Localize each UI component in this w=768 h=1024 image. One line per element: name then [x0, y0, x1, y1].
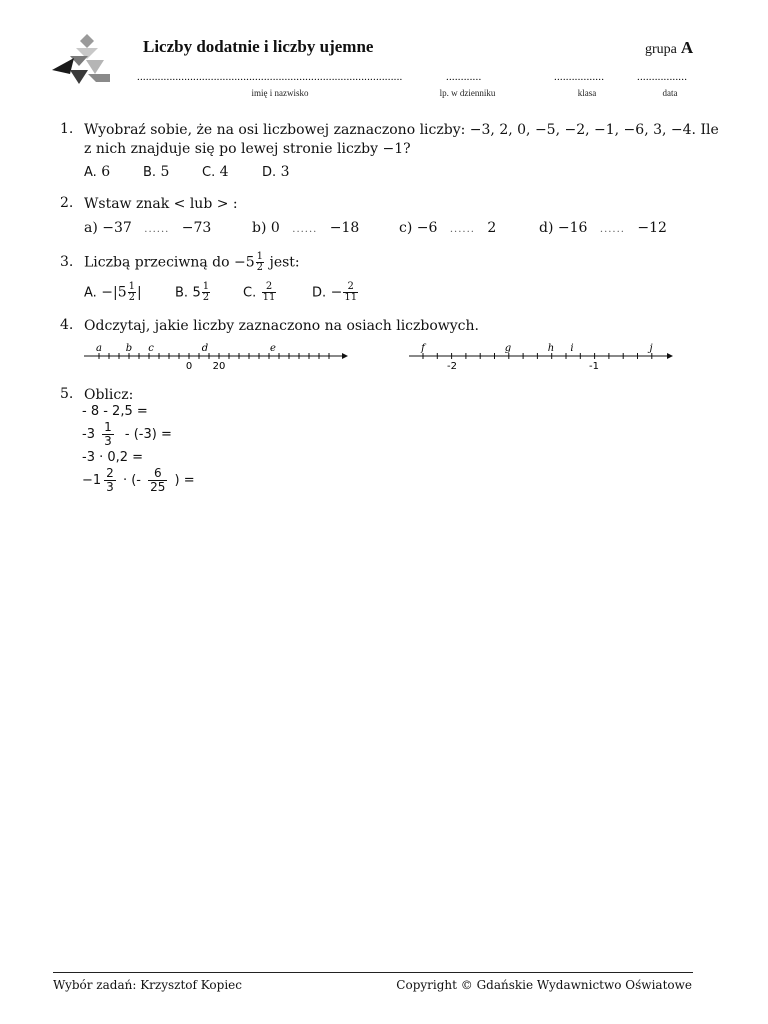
- q5-line-2: -3 $\frac{1}{3}$ - (-3) =: [82, 420, 172, 448]
- axis1-letter-a: a: [96, 343, 102, 354]
- axis1-letter-b: b: [125, 343, 133, 354]
- number-line-2: [405, 338, 673, 374]
- q5-line-4: −1 $\frac{2}{3}$ · (- $\frac{6}{25}$ ) =: [82, 466, 195, 494]
- q1-option-d: D. 3: [262, 164, 290, 180]
- group-letter: A: [680, 38, 694, 57]
- q3-fraction: $\frac{1}{2}$: [256, 251, 264, 273]
- axis2-letter-h: h: [547, 343, 555, 354]
- q2-item-b-blank[interactable]: ......: [292, 224, 318, 235]
- q1-option-b: B. 5: [143, 164, 170, 180]
- axis1-letter-e: e: [270, 343, 276, 354]
- group-indicator: [645, 38, 693, 58]
- q4-number: 4.: [60, 317, 74, 333]
- q1-text-line2: z nich znajduje się po lewej stronie liczby −1?: [84, 141, 411, 157]
- axis2-letter-i: i: [570, 343, 574, 354]
- q5-text: Oblicz:: [84, 387, 134, 403]
- q3-option-d: D. − $\frac{2}{11}$: [312, 281, 358, 303]
- data-field-label: data: [662, 88, 678, 98]
- q1-option-c: C. 4: [202, 164, 229, 180]
- q2-item-d: d) −16 ...... −12: [539, 220, 667, 236]
- group-label: grupa: [645, 42, 677, 57]
- klasa-field-label: klasa: [577, 88, 597, 98]
- name-field-label: imię i nazwisko: [251, 88, 309, 98]
- q2-item-a-blank[interactable]: ......: [144, 224, 170, 235]
- q5-line-1: - 8 - 2,5 =: [82, 404, 148, 419]
- klasa-field-dots: .................: [554, 71, 605, 83]
- q1-text-line1: Wyobraź sobie, że na osi liczbowej zaznaczono liczby: −3, 2, 0, −5, −2, −1, −6, 3, −4. Ile: [84, 122, 719, 138]
- lp-field-label: lp. w dzienniku: [439, 88, 496, 98]
- footer-author: Wybór zadań: Krzysztof Kopiec: [53, 978, 242, 992]
- q1-number: 1.: [60, 121, 74, 137]
- footer-divider: [53, 972, 693, 973]
- q3-option-a: A. −|5 $\frac{1}{2}$ |: [84, 281, 142, 303]
- footer-copyright: Copyright © Gdańskie Wydawnictwo Oświatowe: [396, 978, 692, 992]
- number-line-1: [80, 338, 348, 374]
- axis1-letter-d: d: [201, 343, 209, 354]
- tangram-logo: [48, 34, 114, 88]
- lp-field-dots: ............: [446, 71, 482, 83]
- q2-number: 2.: [60, 195, 74, 211]
- q3-option-b: B. 5 $\frac{1}{2}$: [175, 281, 210, 303]
- q3-text: Liczbą przeciwną do −5 $\frac{1}{2}$ jest:: [84, 251, 300, 273]
- axis2-letter-f: f: [421, 343, 425, 354]
- q2-item-b: b) 0 ...... −18: [252, 220, 360, 236]
- axis1-tick-0: 0: [185, 361, 193, 372]
- page-title: Liczby dodatnie i liczby ujemne: [143, 37, 374, 56]
- axis2-tick-minus2: -2: [447, 361, 457, 372]
- q2-item-c: c) −6 ...... 2: [399, 220, 497, 236]
- q2-item-a: a) −37 ...... −73: [84, 220, 212, 236]
- q5-line-3: -3 · 0,2 =: [82, 450, 144, 465]
- q5-number: 5.: [60, 386, 74, 402]
- q1-option-a: A. 6: [84, 164, 111, 180]
- name-field-dots: ..........................................................................................: [137, 71, 403, 83]
- data-field-dots: .................: [637, 71, 688, 83]
- axis1-tick-20: 20: [212, 361, 226, 372]
- q2-item-c-blank[interactable]: ......: [449, 224, 475, 235]
- q3-option-c: C. $\frac{2}{11}$: [243, 281, 276, 303]
- axis1-letter-c: c: [148, 343, 154, 354]
- axis2-letter-j: j: [649, 343, 653, 354]
- axis2-letter-g: g: [504, 343, 512, 354]
- q4-text: Odczytaj, jakie liczby zaznaczono na osiach liczbowych.: [84, 318, 479, 334]
- q3-number: 3.: [60, 254, 74, 270]
- q2-text: Wstaw znak < lub > :: [84, 196, 238, 212]
- axis2-tick-minus1: -1: [589, 361, 599, 372]
- q2-item-d-blank[interactable]: ......: [599, 224, 625, 235]
